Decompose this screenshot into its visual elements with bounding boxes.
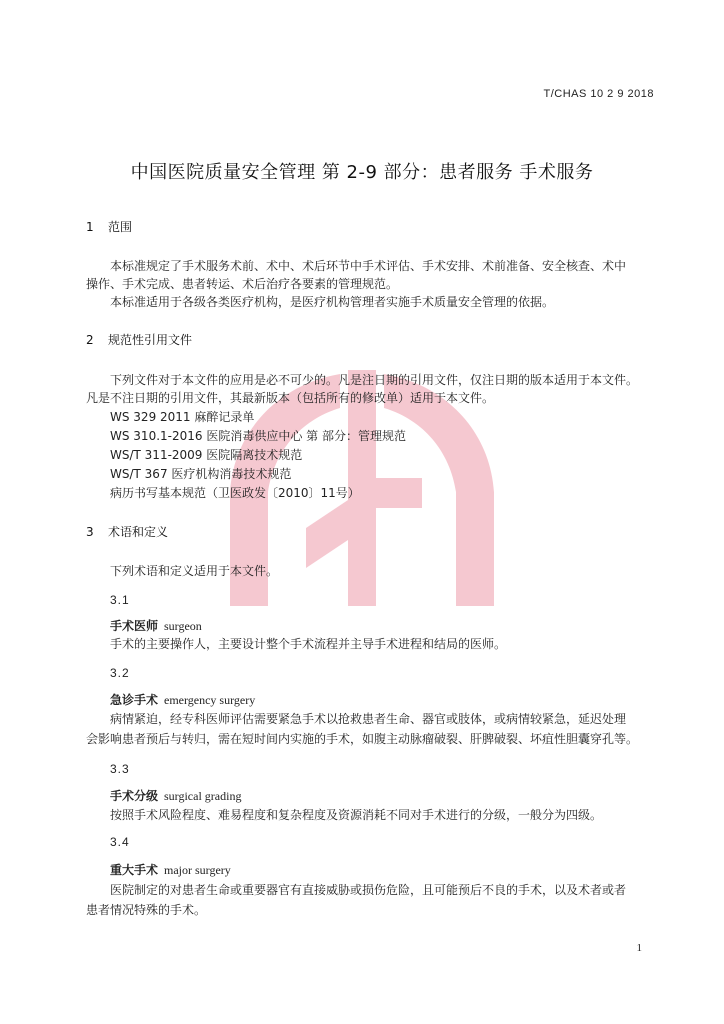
section-title: 术语和定义 [108, 525, 169, 539]
term-chinese: 重大手术 [110, 863, 159, 877]
section-1-paragraph-line: 操作、手术完成、患者转运、术后治疗各要素的管理规范。 [86, 277, 399, 291]
section-3-intro: 下列术语和定义适用于本文件。 [110, 564, 279, 578]
section-2-paragraph-line: 凡是不注日期的引用文件，其最新版本（包括所有的修改单）适用于本文件。 [86, 391, 495, 405]
section-number: 1 [86, 220, 94, 234]
term-english: surgical grading [164, 789, 242, 803]
term-definition-line: 按照手术风险程度、难易程度和复杂程度及资源消耗不同对手术进行的分级，一般分为四级。 [110, 808, 603, 822]
section-1-paragraph-line: 本标准规定了手术服务术前、术中、术后环节中手术评估、手术安排、术前准备、安全核查、术中 [110, 259, 627, 273]
term-definition-line: 病情紧迫，经专科医师评估需要紧急手术以抢救患者生命、器官或肢体，或病情较紧急，延迟处理 [110, 712, 627, 726]
term-english: surgeon [164, 619, 202, 633]
term-number: 3.1 [110, 593, 130, 607]
section-number: 3 [86, 525, 94, 539]
term-heading [110, 692, 255, 708]
term-chinese: 急诊手术 [110, 693, 159, 707]
reference-item: WS/T 311-2009 医院隔离技术规范 [110, 448, 303, 462]
term-heading [110, 788, 241, 804]
section-2-paragraph-line: 下列文件对于本文件的应用是必不可少的。凡是注日期的引用文件，仅注日期的版本适用于本文件。 [110, 373, 639, 387]
term-number: 3.4 [110, 835, 130, 849]
term-definition-line: 患者情况特殊的手术。 [86, 903, 207, 917]
section-1-heading [86, 219, 132, 235]
reference-item: WS 329 2011 麻醉记录单 [110, 410, 255, 424]
reference-item: WS 310.1-2016 医院消毒供应中心 第 部分：管理规范 [110, 429, 406, 443]
section-title: 规范性引用文件 [108, 333, 193, 347]
term-chinese: 手术医师 [110, 619, 159, 633]
term-heading [110, 862, 231, 878]
section-3-heading [86, 524, 168, 540]
term-heading [110, 618, 202, 634]
term-definition-line: 医院制定的对患者生命或重要器官有直接威胁或损伤危险，且可能预后不良的手术，以及术者或者 [110, 883, 627, 897]
term-chinese: 手术分级 [110, 789, 159, 803]
section-title: 范围 [108, 220, 133, 234]
standard-code: T/CHAS 10 2 9 2018 [543, 88, 654, 100]
term-number: 3.2 [110, 666, 130, 680]
page-number: 1 [636, 942, 642, 954]
document-title: 中国医院质量安全管理 第 2-9 部分：患者服务 手术服务 [130, 162, 594, 183]
term-english: emergency surgery [164, 693, 256, 707]
term-english: major surgery [164, 863, 231, 877]
term-definition-line: 会影响患者预后与转归，需在短时间内实施的手术，如腹主动脉瘤破裂、肝脾破裂、坏疽性胆囊穿孔等。 [86, 732, 639, 746]
section-1-paragraph-line: 本标准适用于各级各类医疗机构，是医疗机构管理者实施手术质量安全管理的依据。 [110, 295, 555, 309]
term-definition-line: 手术的主要操作人，主要设计整个手术流程并主导手术进程和结局的医师。 [110, 637, 507, 651]
section-number: 2 [86, 333, 94, 347]
section-2-heading [86, 332, 192, 348]
term-number: 3.3 [110, 762, 130, 776]
reference-item: 病历书写基本规范（卫医政发〔2010〕11号） [110, 486, 360, 500]
reference-item: WS/T 367 医疗机构消毒技术规范 [110, 467, 292, 481]
